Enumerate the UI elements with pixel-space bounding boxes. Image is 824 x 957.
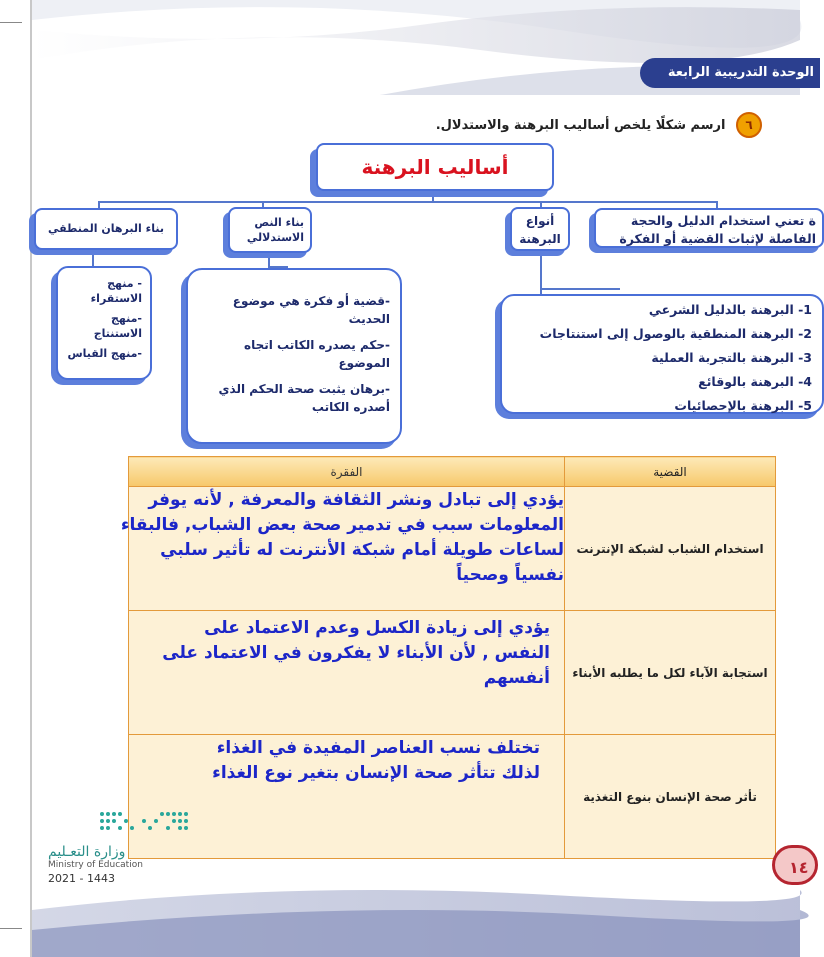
text-branch-line: الاستدلالي <box>246 231 304 244</box>
issue-cell: استجابة الآباء لكل ما يطلبه الأبناء <box>565 611 776 735</box>
unit-title-bar <box>640 58 820 88</box>
text-branch-line: بناء النص <box>254 216 304 229</box>
logic-list-item: -منهج القياس <box>67 347 142 360</box>
answer-paragraph: يؤدي إلى تبادل ونشر الثقافة والمعرفة , لأنه يوفر المعلومات سبب في تدمير صحة بعض الشباب, فالبقاء لساعات طويلة أمام شبكة الأنترنت له تأثير سلبي نفسياً وصحياً <box>120 490 564 585</box>
crop-mark <box>0 928 22 929</box>
instruction-number-badge: ٦ <box>736 112 762 138</box>
logic-list-item: - منهج الاستقراء <box>90 277 142 305</box>
logic-branch-box <box>34 208 178 250</box>
instruction-text: ارسم شكلًا يلخص أساليب البرهنة والاستدلال. <box>435 118 726 133</box>
logic-list-box <box>56 266 152 380</box>
ministry-year: 2021 - 1443 <box>48 872 115 885</box>
text-list-item: -قضية أو فكرة هي موضوع الحديث <box>232 294 390 326</box>
answer-paragraph: تختلف نسب العناصر المفيدة في الغذاء لذلك تتأثر صحة الإنسان بتغير نوع الغذاء <box>212 738 540 783</box>
diagram-root-title: أساليب البرهنة <box>316 143 554 191</box>
unit-title: الوحدة التدريبية الرابعة <box>667 65 814 80</box>
definition-box <box>594 208 824 248</box>
definition-line: الفاصلة لإثبات القضية أو الفكرة <box>619 231 816 246</box>
logic-branch-label: بناء البرهان المنطقي <box>48 222 164 235</box>
logic-list-item: -منهج الاستنتاج <box>93 312 142 340</box>
connector-line <box>92 250 94 266</box>
ministry-dots-icon <box>96 808 206 840</box>
answer-paragraph: يؤدي إلى زيادة الكسل وعدم الاعتماد على النفس , لأن الأبناء لا يفكرون في الاعتماد على أنفسهم <box>162 618 550 688</box>
types-branch-line: البرهنة <box>519 232 561 246</box>
types-list-item: 1- البرهنة بالدليل الشرعي <box>648 302 812 317</box>
types-list-box <box>500 294 824 414</box>
text-list-box <box>186 268 402 444</box>
page-edge <box>30 0 32 957</box>
page-number: ١٤ <box>772 845 818 885</box>
connector-line <box>540 288 620 290</box>
types-list-item: 5- البرهنة بالإحصائيات <box>674 398 812 413</box>
issue-cell: تأثر صحة الإنسان بنوع التغذية <box>565 735 776 859</box>
crop-mark <box>0 22 22 23</box>
table-header-paragraph: الفقرة <box>129 457 565 487</box>
issue-cell: استخدام الشباب لشبكة الإنترنت <box>565 487 776 611</box>
types-list-item: 3- البرهنة بالتجربة العملية <box>651 350 812 365</box>
definition-line: ة تعني استخدام الدليل والحجة <box>630 213 816 228</box>
table-header-issue: القضية <box>565 457 776 487</box>
ministry-name-en: Ministry of Education <box>48 860 143 870</box>
text-list-item: -برهان يثبت صحة الحكم الذي أصدره الكاتب <box>218 382 390 414</box>
connector-line <box>98 201 718 203</box>
types-list-item: 4- البرهنة بالوقائع <box>698 374 812 389</box>
types-branch-box <box>510 207 570 251</box>
instruction <box>436 112 762 138</box>
footer-decoration <box>32 870 800 957</box>
text-branch-box <box>228 207 312 253</box>
types-branch-line: أنواع <box>525 214 555 228</box>
ministry-name-ar: وزارة التعـليم <box>48 844 126 860</box>
text-list-item: -حكم يصدره الكاتب اتجاه الموضوع <box>244 338 390 370</box>
types-list-item: 2- البرهنة المنطقية بالوصول إلى استنتاجات <box>539 326 812 341</box>
